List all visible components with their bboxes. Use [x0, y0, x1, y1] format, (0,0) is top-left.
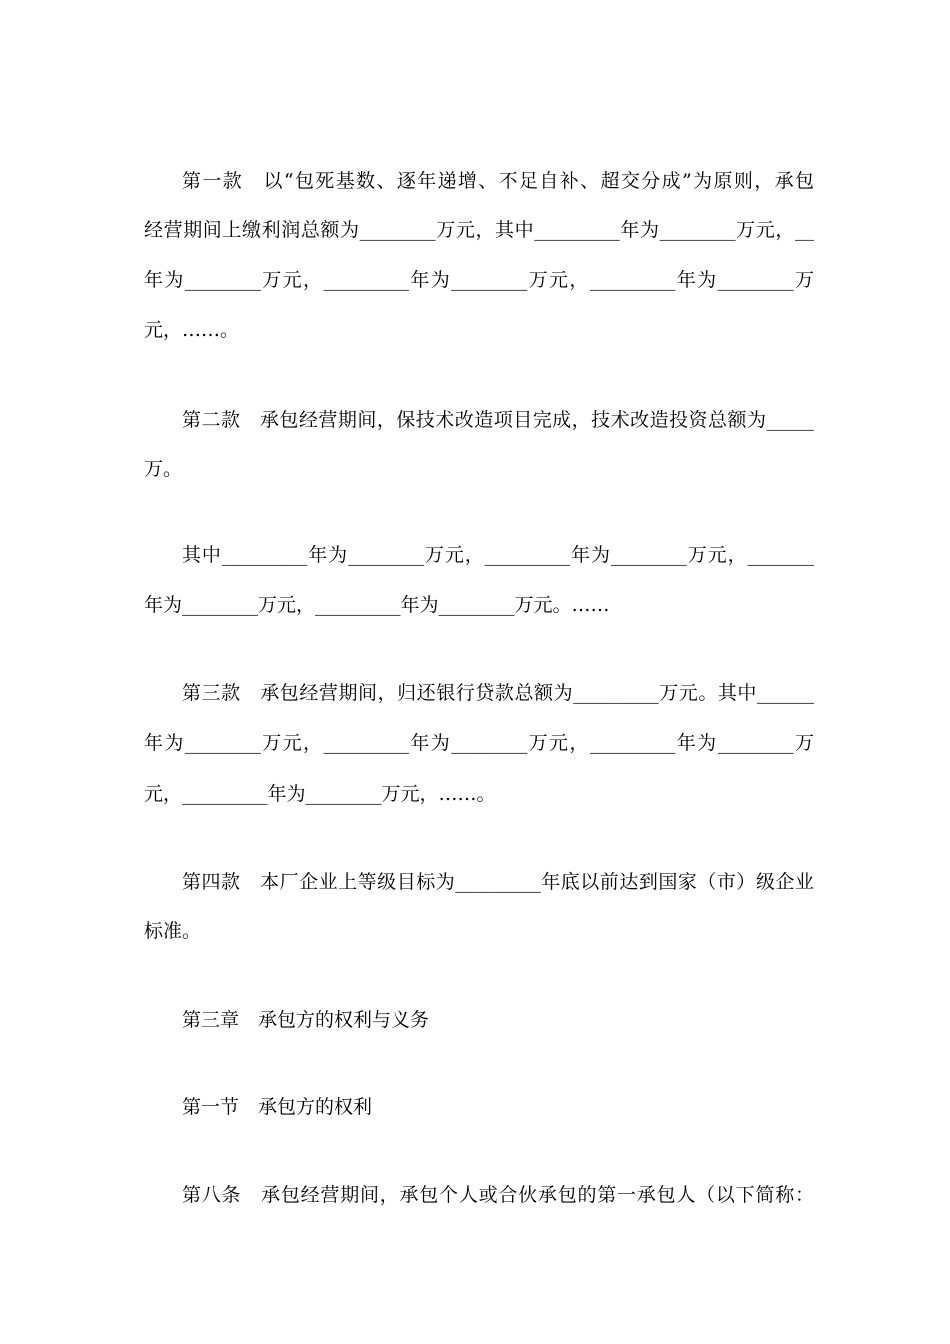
- clause-3-line-3: 元，_________年为________万元，……。: [144, 783, 496, 805]
- clause-3-line-1: 第三款 承包经营期间，归还银行贷款总额为_________万元。其中______: [182, 682, 814, 704]
- clause-2-detail-line-1: 其中_________年为________万元，_________年为________万元，_______: [182, 544, 814, 566]
- section-heading: 第一节 承包方的权利: [182, 1096, 373, 1118]
- clause-1-line-4: 元，……。: [144, 319, 240, 341]
- clause-2-line-1: 第二款 承包经营期间，保技术改造项目完成，技术改造投资总额为_____: [182, 409, 814, 431]
- clause-1-line-2: 经营期间上缴利润总额为________万元，其中_________年为________万元，__: [144, 219, 814, 241]
- clause-3-line-2: 年为________万元，_________年为________万元，_________年为________万: [144, 732, 814, 754]
- clause-4-line-1: 第四款 本厂企业上等级目标为_________年底以前达到国家（市）级企业: [182, 871, 814, 893]
- clause-1-line-3: 年为________万元，_________年为________万元，_________年为________万: [144, 269, 814, 291]
- clause-2-line-2: 万。: [144, 458, 183, 480]
- clause-1-line-1: 第一款 以“包死基数、逐年递增、不足自补、超交分成”为原则，承包: [182, 170, 814, 192]
- chapter-heading: 第三章 承包方的权利与义务: [182, 1009, 430, 1031]
- clause-4-line-2: 标准。: [144, 920, 202, 942]
- article-8-line-1: 第八条 承包经营期间，承包个人或合伙承包的第一承包人（以下简称：: [182, 1184, 814, 1206]
- clause-2-detail-line-2: 年为________万元，_________年为________万元。……: [144, 594, 610, 616]
